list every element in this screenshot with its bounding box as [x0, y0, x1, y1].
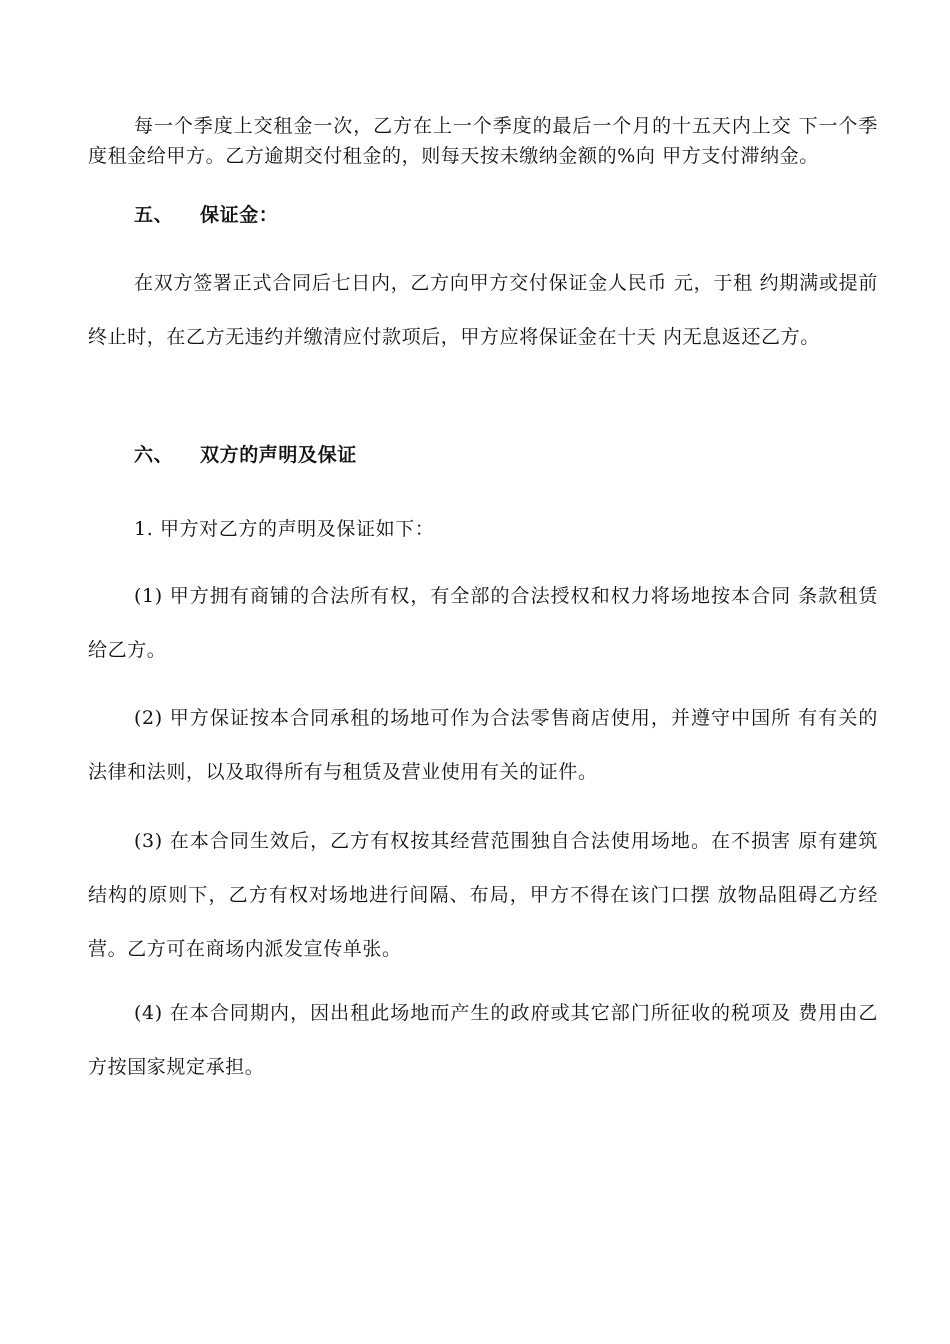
section-6-heading [134, 443, 357, 467]
deposit-paragraph: 在双方签署正式合同后七日内，乙方向甲方交付保证金人民币 元，于租 约期满或提前终止时，在乙方无违约并缴清应付款项后，甲方应将保证金在十天 内无息返还乙方。 [88, 272, 878, 348]
section-5-title: 保证金： [200, 204, 279, 226]
clause-item-2: (2) 甲方保证按本合同承租的场地可作为合法零售商店使用，并遵守中国所 有有关的法律和法则，以及取得所有与租赁及营业使用有关的证件。 [88, 707, 878, 783]
clause-item-4: (4) 在本合同期内，因出租此场地而产生的政府或其它部门所征收的税项及 费用由乙方按国家规定承担。 [88, 1002, 878, 1078]
subsection-1-heading: 1. 甲方对乙方的声明及保证如下： [134, 518, 435, 540]
rent-payment-paragraph: 每一个季度上交租金一次，乙方在上一个季度的最后一个月的十五天内上交 下一个季度租金给甲方。乙方逾期交付租金的，则每天按未缴纳金额的%向 甲方支付滞纳金。 [88, 115, 878, 167]
section-5-heading [134, 203, 278, 227]
section-6-title: 双方的声明及保证 [200, 444, 357, 466]
clause-item-1: (1) 甲方拥有商铺的合法所有权，有全部的合法授权和权力将场地按本合同 条款租赁给乙方。 [88, 585, 878, 661]
section-5-number: 五、 [134, 204, 174, 226]
section-6-number: 六、 [134, 444, 174, 466]
clause-item-3: (3) 在本合同生效后，乙方有权按其经营范围独自合法使用场地。在不损害 原有建筑结构的原则下，乙方有权对场地进行间隔、布局，甲方不得在该门口摆 放物品阻碍乙方经营。乙方可在商场内派发宣传单张。 [88, 830, 878, 960]
